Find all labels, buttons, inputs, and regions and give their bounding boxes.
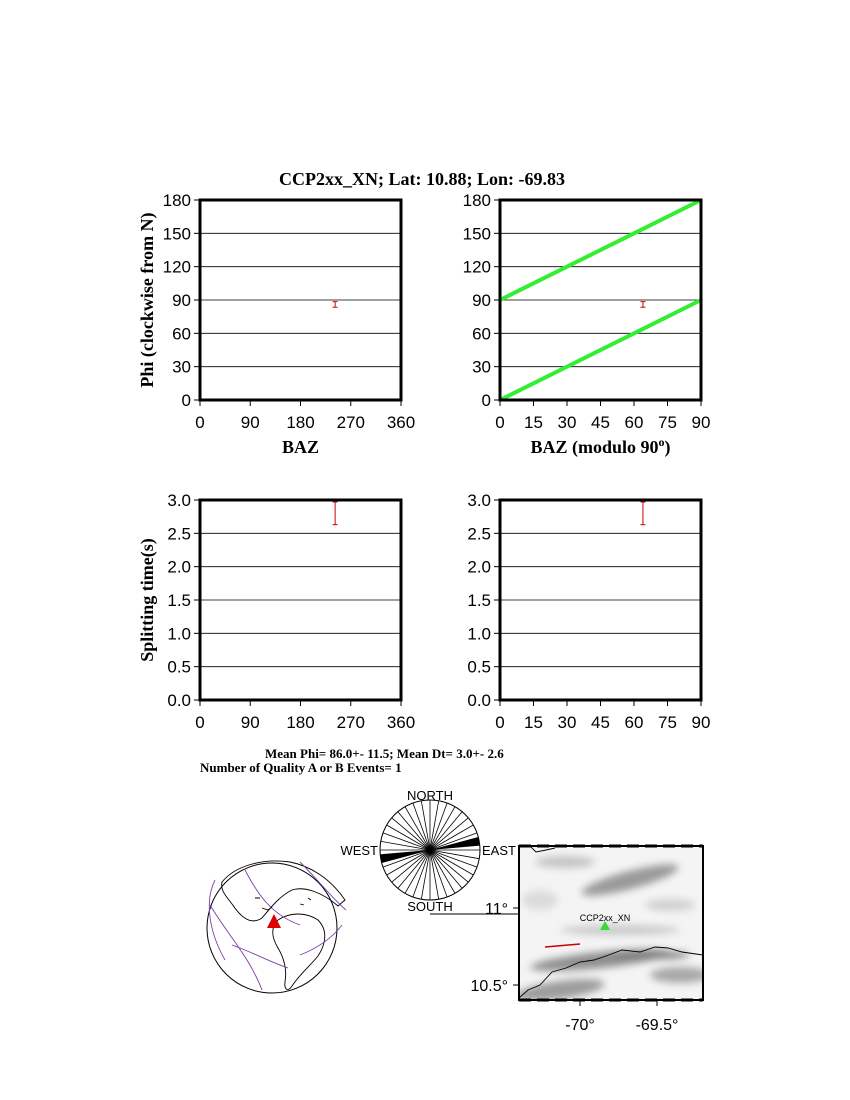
y-tick-label: 180 <box>462 191 491 210</box>
y-tick-label: 1.0 <box>467 624 491 644</box>
y-tick-label: 1.0 <box>167 624 191 644</box>
x-axis-label-end: ) <box>664 437 671 457</box>
globe-map <box>207 861 346 993</box>
x-tick-label: 30 <box>557 713 577 732</box>
x-axis-label: BAZ (modulo 90$^o$) <box>530 435 671 457</box>
y-tick-label: 3.0 <box>167 491 191 510</box>
x-axis-label: BAZ <box>281 437 320 457</box>
x-tick-label: 90 <box>240 713 260 732</box>
y-axis-label: Phi (clockwise from N) <box>137 212 157 388</box>
y-tick-label: 120 <box>162 257 191 277</box>
reference-line-1 <box>500 300 701 400</box>
x-tick-label: 15 <box>524 413 543 432</box>
x-tick-label: 0 <box>195 713 205 732</box>
y-tick-label: 60 <box>472 324 491 344</box>
y-tick-label: 0.0 <box>167 691 191 710</box>
chart-panel-phi-vs-baz-mod90 <box>463 191 711 458</box>
map-lat-tick-10-5: 10.5° <box>470 978 508 995</box>
x-tick-label: 360 <box>386 413 416 432</box>
x-axis-label-superscript: o <box>658 435 665 449</box>
y-tick-label: 1.5 <box>467 591 491 610</box>
y-tick-label: 0.5 <box>167 657 191 677</box>
x-tick-label: 90 <box>691 413 711 432</box>
relief-map <box>470 846 710 1034</box>
charts <box>137 191 710 732</box>
x-tick-label: 75 <box>658 413 677 432</box>
x-tick-label: 60 <box>624 713 644 732</box>
y-tick-label: 60 <box>172 324 191 344</box>
x-tick-label: 0 <box>195 413 205 432</box>
x-tick-label: 90 <box>691 713 711 732</box>
y-tick-label: 2.5 <box>467 524 491 544</box>
chart-panel-dt-vs-baz <box>137 491 415 732</box>
y-tick-label: 0 <box>181 391 191 410</box>
x-tick-label: 360 <box>386 713 416 732</box>
y-tick-label: 0.0 <box>467 691 491 710</box>
rose-diagram <box>380 800 480 900</box>
x-tick-label: 60 <box>624 413 644 432</box>
rose-north-label: NORTH <box>407 788 453 803</box>
x-tick-label: 270 <box>336 413 365 432</box>
rose-west-label: WEST <box>340 843 378 858</box>
map-lat-tick-11: 11° <box>484 901 508 918</box>
mean-summary: Mean Phi= 86.0+- 11.5; Mean Dt= 3.0+- 2.6 <box>265 746 504 761</box>
y-tick-label: 3.0 <box>467 491 491 510</box>
y-tick-label: 120 <box>462 257 491 277</box>
chart-panel-dt-vs-baz-mod90 <box>467 491 710 732</box>
y-tick-label: 30 <box>172 357 191 377</box>
x-tick-label: 15 <box>524 713 543 732</box>
x-tick-label: 45 <box>591 713 610 732</box>
y-tick-label: 2.5 <box>167 524 191 544</box>
y-tick-label: 150 <box>162 224 191 244</box>
x-tick-label: 90 <box>240 413 260 432</box>
y-tick-label: 90 <box>172 291 191 310</box>
y-tick-label: 0.5 <box>467 657 491 677</box>
reference-line-2 <box>500 200 701 300</box>
x-tick-label: 0 <box>495 713 505 732</box>
x-tick-label: 180 <box>286 413 315 432</box>
y-tick-label: 1.5 <box>167 591 191 610</box>
y-axis-label: Splitting time(s) <box>137 538 157 662</box>
x-tick-label: 270 <box>336 713 365 732</box>
x-tick-label: 180 <box>286 713 315 732</box>
rose-east-label: EAST <box>482 843 516 858</box>
y-tick-label: 90 <box>472 291 491 310</box>
map-lon-tick-70: -70° <box>565 1017 595 1034</box>
map-station-label: CCP2xx_XN <box>579 913 631 923</box>
chart-panel-phi-vs-baz <box>137 191 415 457</box>
map-lon-tick-69-5: -69.5° <box>635 1017 679 1034</box>
y-tick-label: 2.0 <box>167 557 191 577</box>
rose-south-label: SOUTH <box>407 899 453 914</box>
y-tick-label: 180 <box>162 191 191 210</box>
y-tick-label: 150 <box>462 224 491 244</box>
y-tick-label: 2.0 <box>467 557 491 577</box>
x-tick-label: 0 <box>495 413 505 432</box>
event-count: Number of Quality A or B Events= 1 <box>200 760 402 775</box>
y-tick-label: 30 <box>472 357 491 377</box>
x-tick-label: 45 <box>591 413 610 432</box>
y-tick-label: 0 <box>481 391 491 410</box>
x-tick-label: 30 <box>557 413 577 432</box>
figure-title: CCP2xx_XN; Lat: 10.88; Lon: -69.83 <box>279 169 565 189</box>
x-tick-label: 75 <box>658 713 677 732</box>
